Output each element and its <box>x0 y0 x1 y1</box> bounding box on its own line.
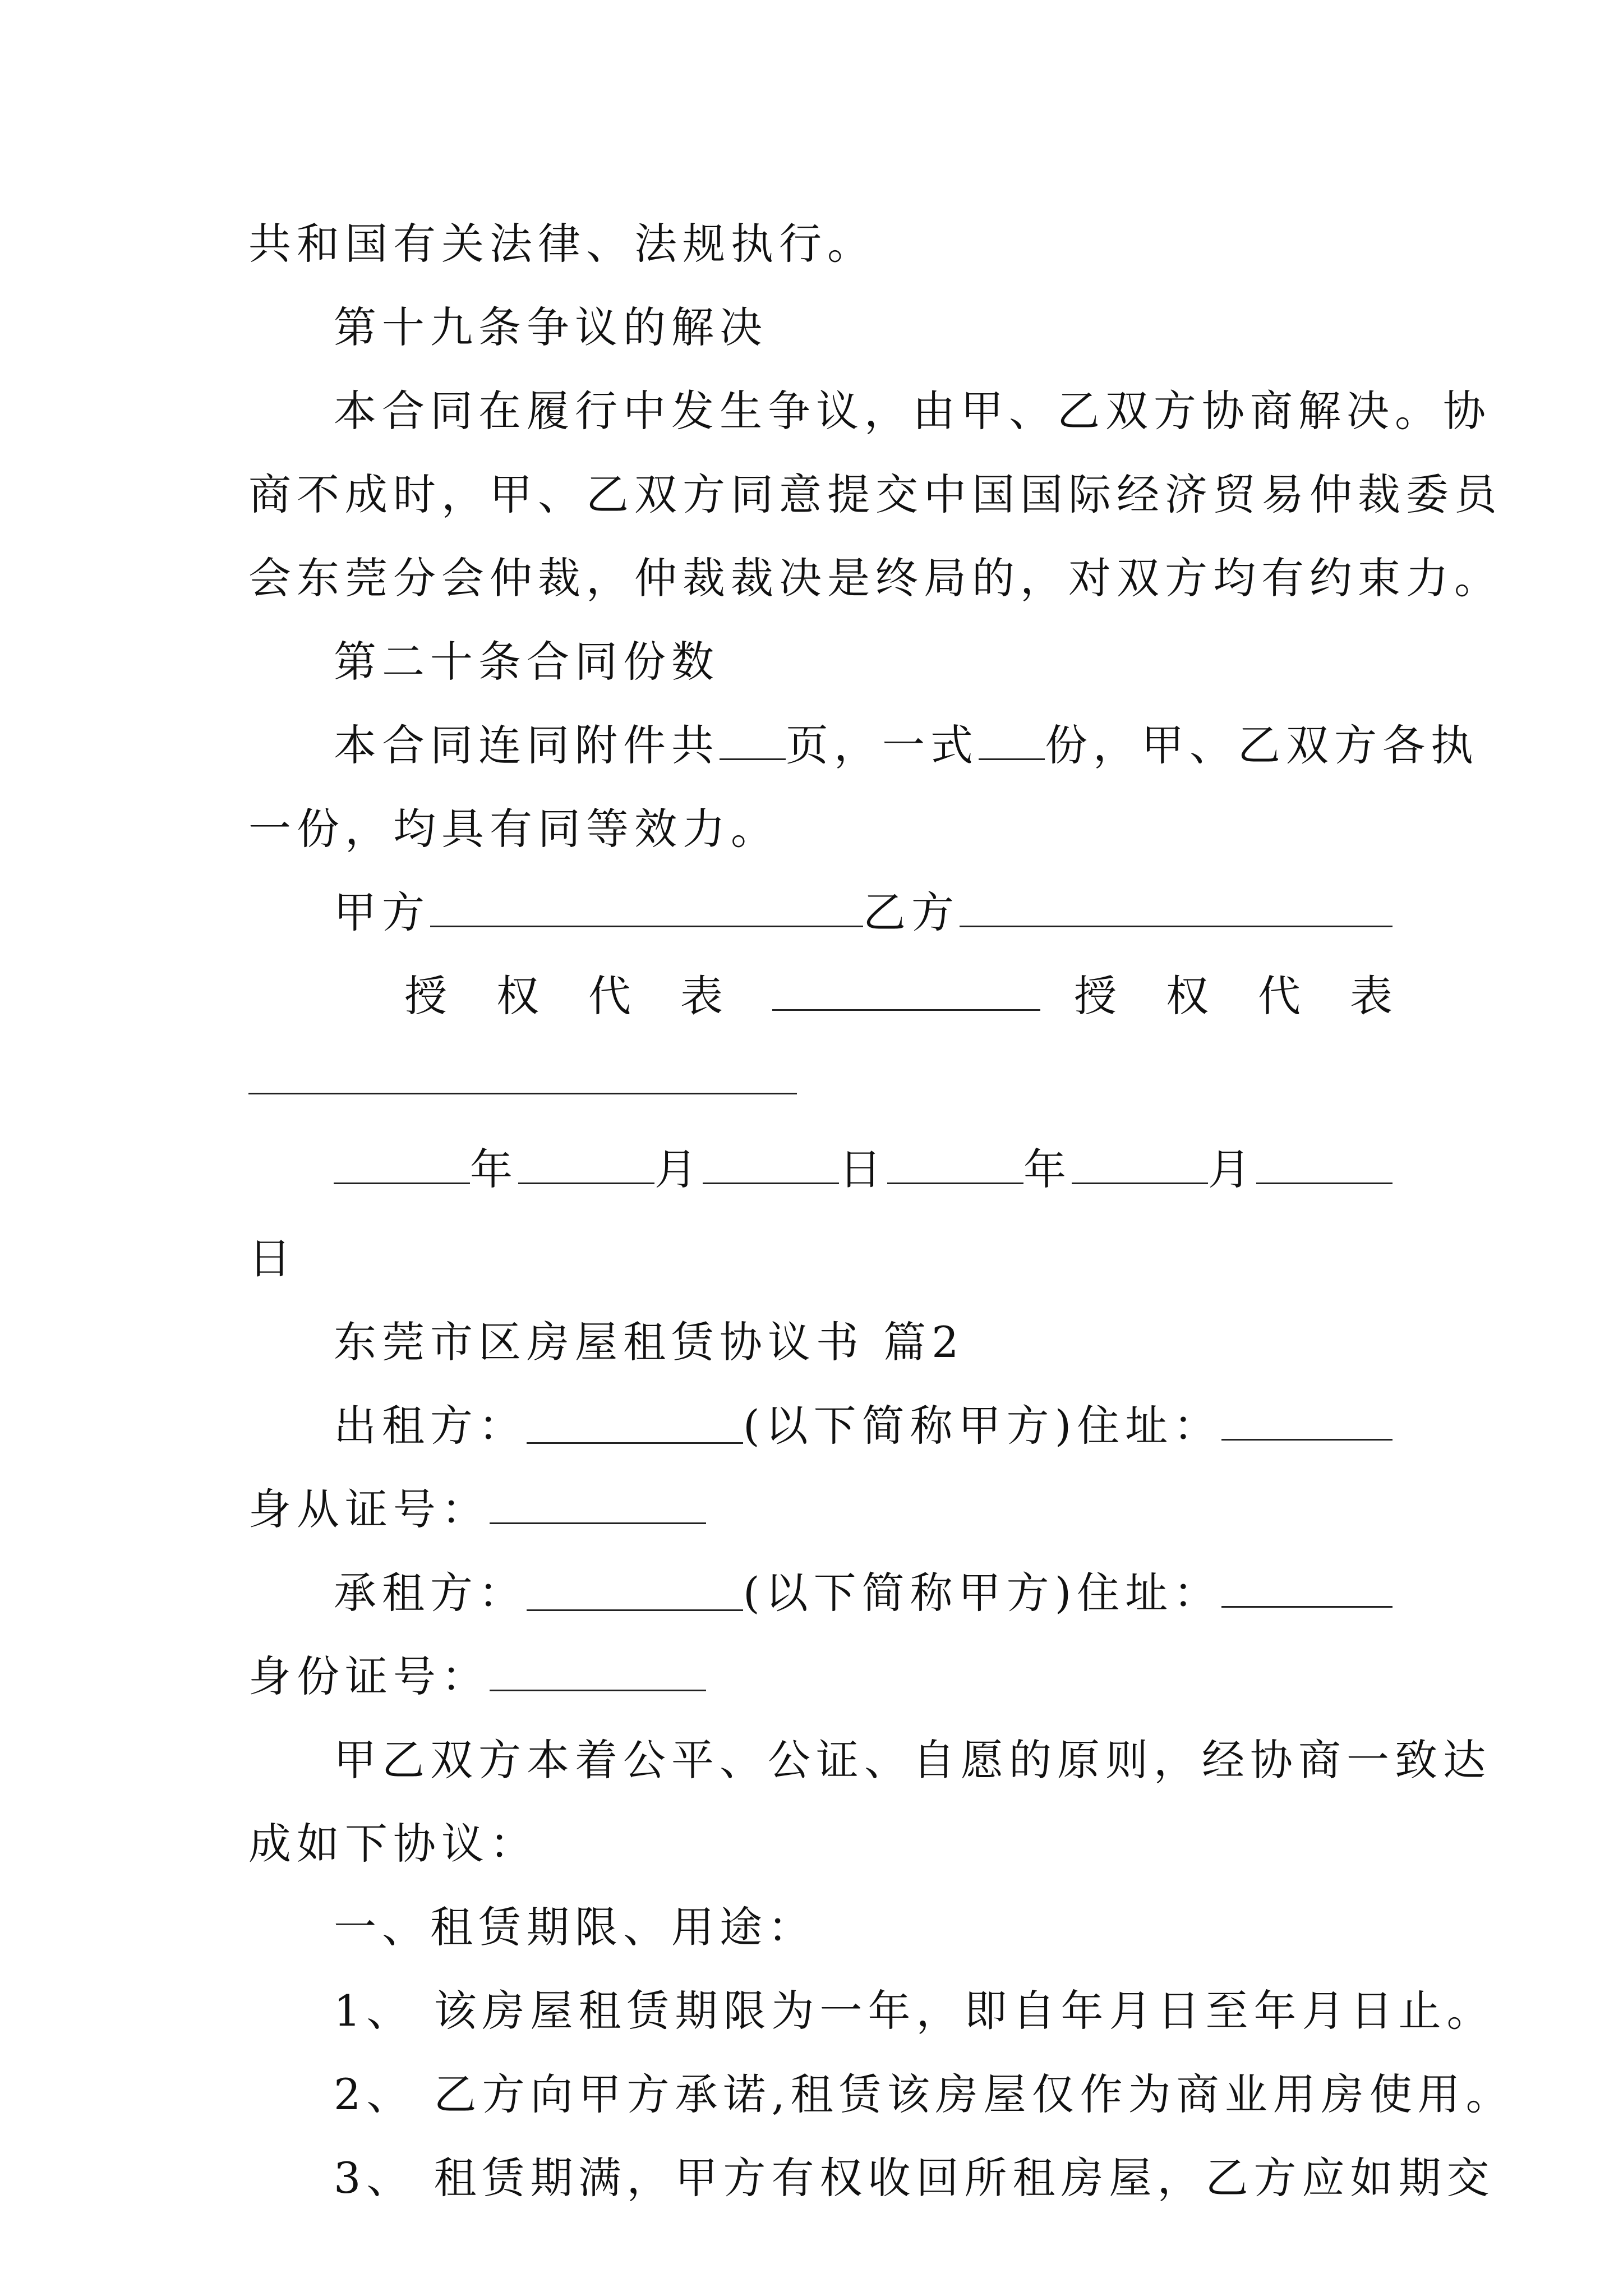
month-label-a: 月 <box>654 1144 703 1194</box>
text-line: 共和国有关法律、法规执行。 <box>248 219 875 269</box>
lessor-id-blank <box>490 1488 706 1524</box>
text-segment: 本合同连同附件共 <box>334 720 720 770</box>
lessor-label: 出租方： <box>334 1401 527 1451</box>
year-blank-b <box>887 1148 1023 1184</box>
article-heading: 第二十条合同份数 <box>334 637 720 687</box>
day-label-a: 日 <box>839 1144 887 1194</box>
text-line: 一份，均具有同等效力。 <box>248 804 779 854</box>
lessee-address-label: (以下简称甲方)住址： <box>743 1568 1222 1618</box>
lessee-name-blank <box>527 1575 743 1611</box>
lessor-row <box>248 1384 1393 1467</box>
blank-field-copies <box>979 724 1045 760</box>
representative-label-a: 授权代表 <box>404 971 772 1021</box>
representative-row <box>248 954 1442 1038</box>
party-a-blank <box>430 891 863 927</box>
text-line: 日 <box>248 1234 297 1283</box>
lessor-address-blank <box>1221 1404 1393 1441</box>
clause-heading: 一、租赁期限、用途： <box>334 1902 816 1952</box>
year-label-b: 年 <box>1023 1144 1072 1194</box>
clause-item: 2、 乙方向甲方承诺,租赁该房屋仅作为商业用房使用。 <box>334 2069 1514 2119</box>
representative-blank-b <box>248 1058 797 1094</box>
lessor-id-label: 身从证号： <box>248 1484 490 1534</box>
lessee-address-blank <box>1221 1571 1393 1608</box>
text-segment: 页，一式 <box>786 720 979 770</box>
day-blank-a <box>703 1148 839 1184</box>
text-line: 会东莞分会仲裁，仲裁裁决是终局的，对双方均有约束力。 <box>248 553 1502 603</box>
document-body <box>248 202 1514 2220</box>
day-blank-b <box>1256 1148 1393 1184</box>
representative-blank-line <box>248 1038 1393 1121</box>
clause-item: 3、 租赁期满，甲方有权收回所租房屋，乙方应如期交 <box>334 2153 1495 2203</box>
text-line <box>248 703 1479 787</box>
date-row <box>248 1121 1393 1217</box>
text-segment: 份，甲、乙双方各执 <box>1045 720 1479 770</box>
lessee-id-label: 身份证号： <box>248 1651 490 1701</box>
text-line: 甲乙双方本着公平、公证、自愿的原则，经协商一致达 <box>334 1735 1491 1785</box>
text-line: 本合同在履行中发生争议，由甲、乙双方协商解决。协 <box>334 386 1491 436</box>
text-line: 成如下协议： <box>248 1819 538 1869</box>
representative-blank-a <box>772 974 1040 1011</box>
party-b-blank <box>960 891 1393 927</box>
lessee-id-blank <box>490 1655 706 1691</box>
representative-label-b: 授权代表 <box>1074 971 1442 1021</box>
lessee-label: 承租方： <box>334 1568 527 1618</box>
lessor-id-row <box>248 1467 1393 1551</box>
text-line: 商不成时，甲、乙双方同意提交中国国际经济贸易仲裁委员 <box>248 470 1502 519</box>
clause-item: 1、 该房屋租赁期限为一年，即自年月日至年月日止。 <box>334 1986 1495 2036</box>
party-b-label: 乙方 <box>863 887 960 937</box>
lessee-id-row <box>248 1635 1393 1718</box>
article-heading: 第十九条争议的解决 <box>334 302 768 352</box>
month-label-b: 月 <box>1208 1144 1256 1194</box>
year-blank-a <box>334 1148 470 1184</box>
section-title: 东莞市区房屋租赁协议书 篇2 <box>334 1317 965 1367</box>
lessor-address-label: (以下简称甲方)住址： <box>743 1401 1222 1451</box>
lessee-row <box>248 1551 1393 1635</box>
year-label-a: 年 <box>470 1144 518 1194</box>
signature-row <box>248 871 1393 954</box>
blank-field-pages <box>720 724 786 760</box>
party-a-label: 甲方 <box>334 887 430 937</box>
lessor-name-blank <box>527 1407 743 1444</box>
month-blank-b <box>1072 1148 1208 1184</box>
month-blank-a <box>518 1148 654 1184</box>
